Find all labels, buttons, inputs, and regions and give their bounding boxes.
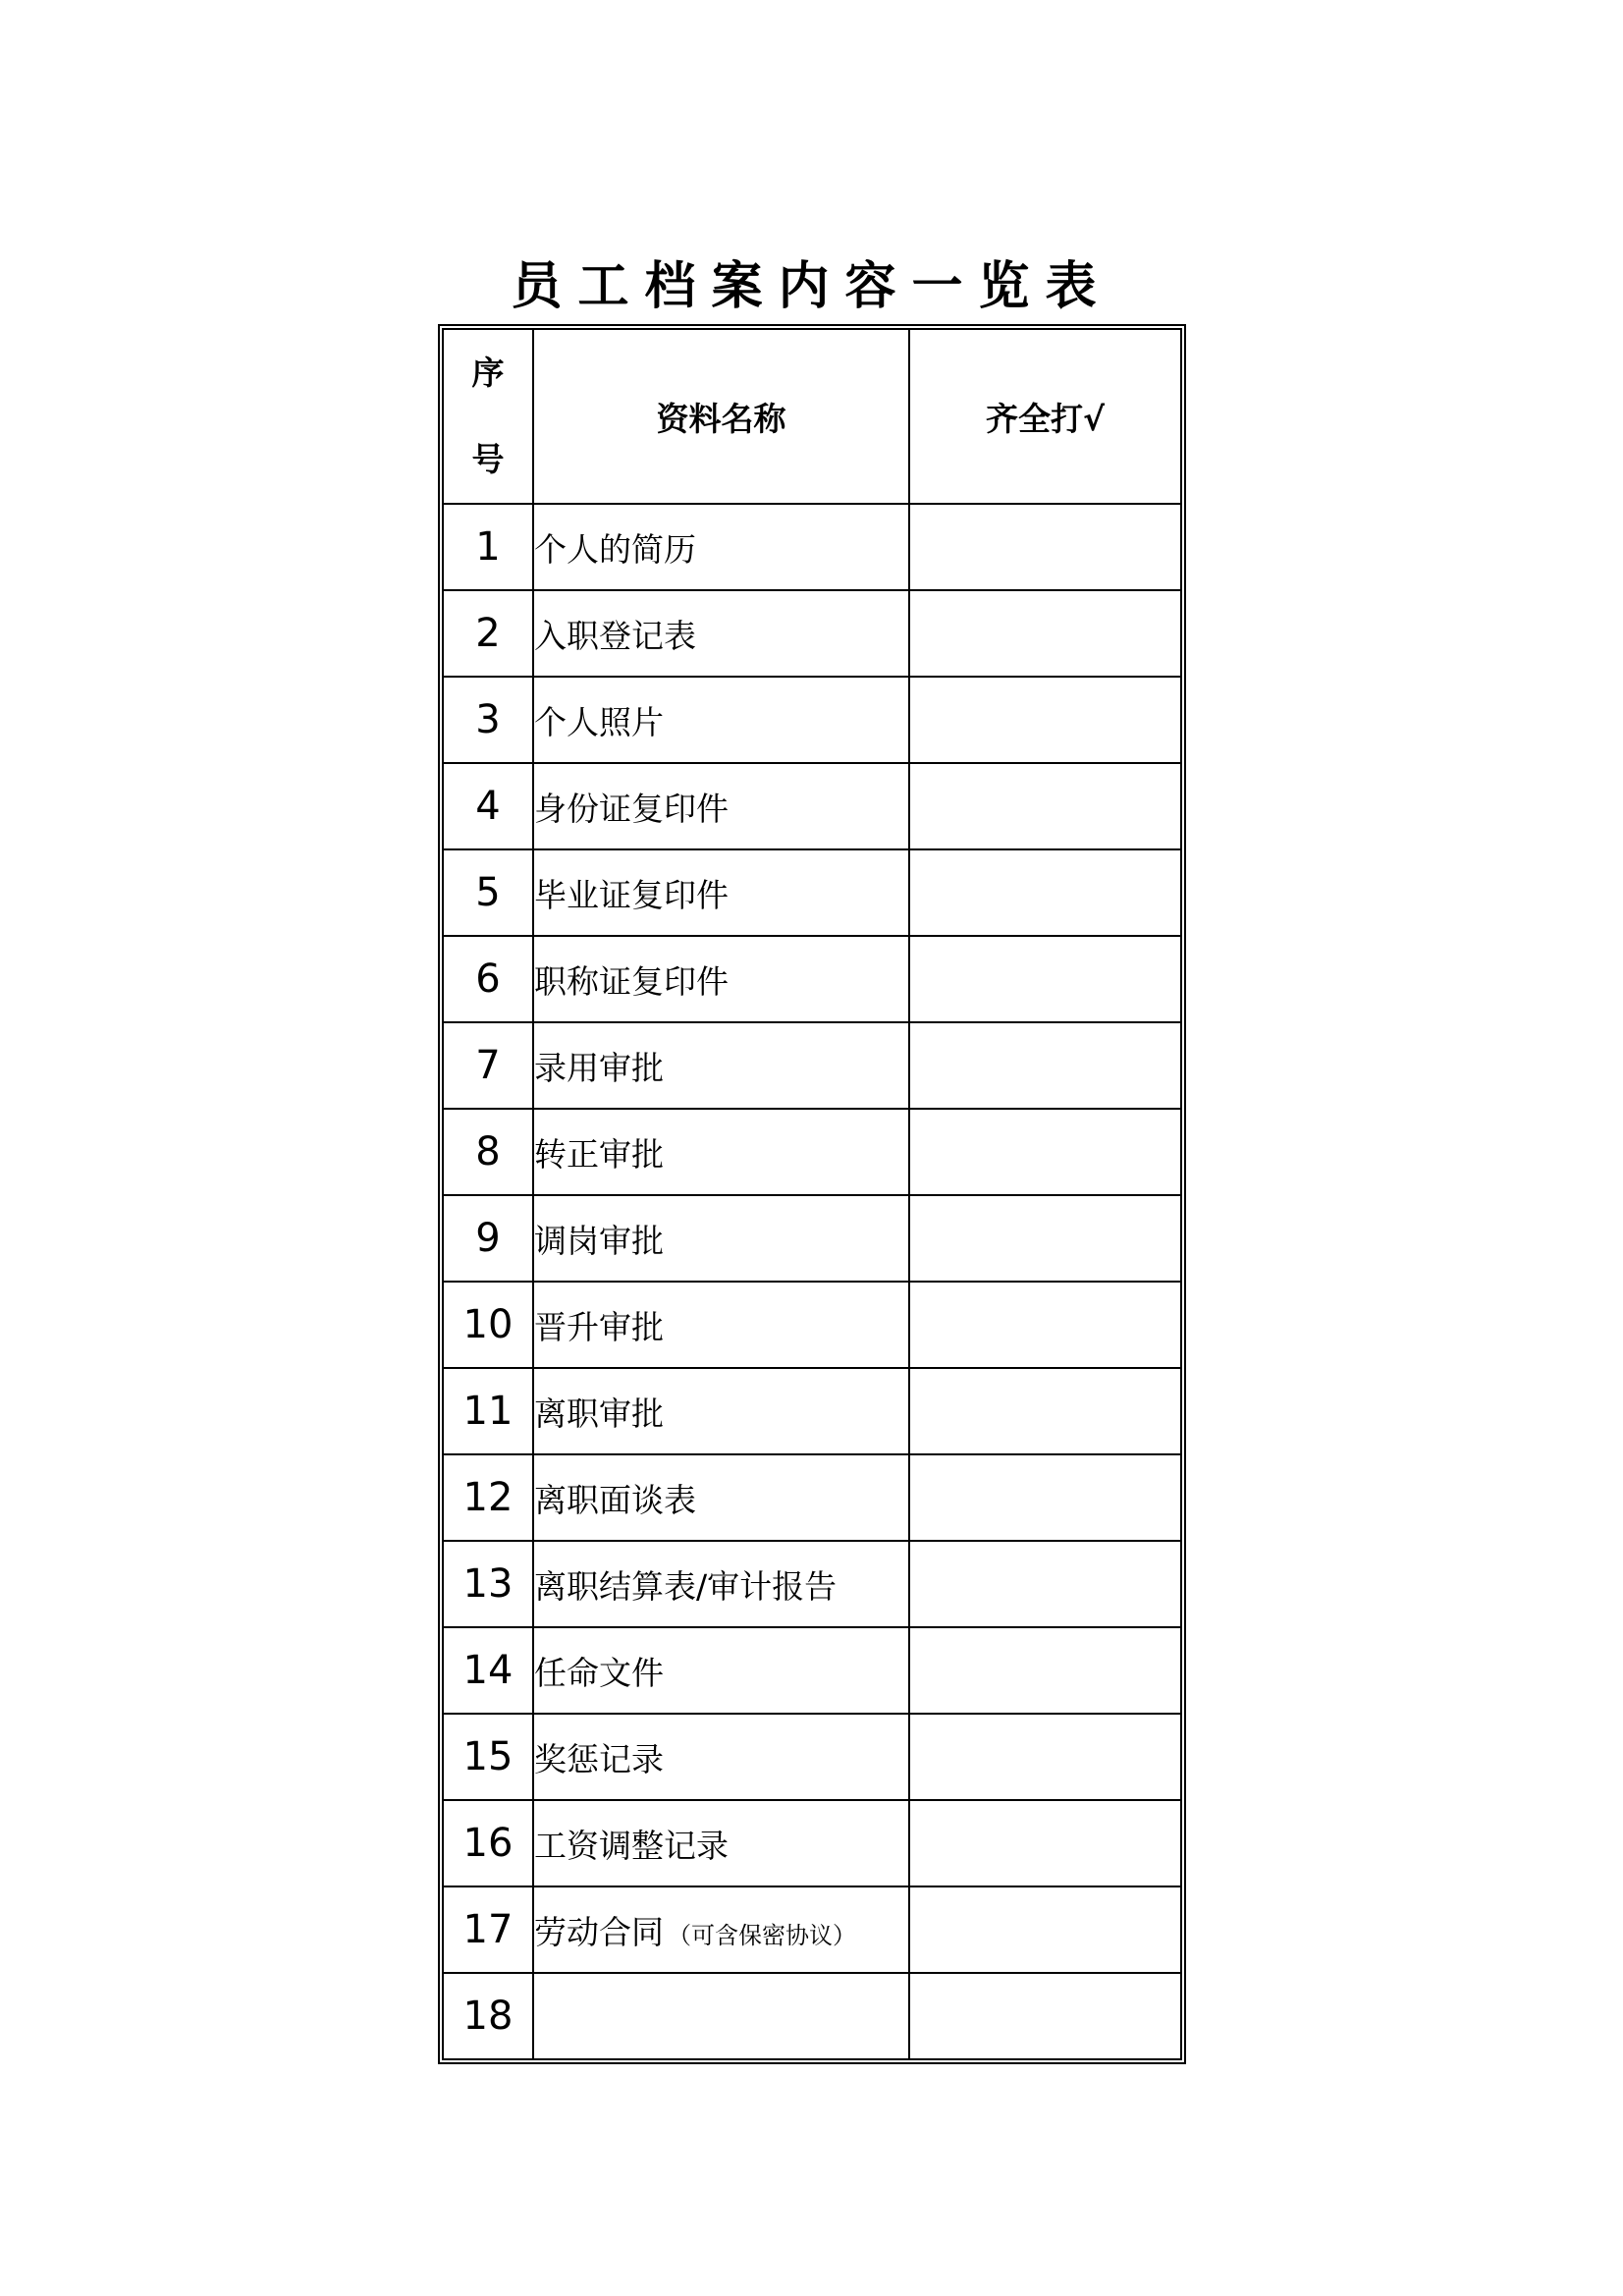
row-number: 2 bbox=[443, 590, 533, 677]
row-check-cell[interactable] bbox=[909, 1886, 1181, 1973]
table-row bbox=[443, 1541, 1181, 1627]
row-number: 6 bbox=[443, 936, 533, 1022]
row-document-name-cell bbox=[533, 1109, 909, 1195]
row-number: 16 bbox=[443, 1800, 533, 1886]
row-document-name-cell bbox=[533, 1368, 909, 1454]
row-check-cell[interactable] bbox=[909, 763, 1181, 849]
row-check-cell[interactable] bbox=[909, 1627, 1181, 1714]
row-number: 1 bbox=[443, 504, 533, 590]
row-number: 13 bbox=[443, 1541, 533, 1627]
row-document-name-cell bbox=[533, 936, 909, 1022]
row-check-cell[interactable] bbox=[909, 1282, 1181, 1368]
table-body bbox=[443, 504, 1181, 2059]
row-check-cell[interactable] bbox=[909, 677, 1181, 763]
table-row bbox=[443, 1627, 1181, 1714]
header-check: 齐全打√ bbox=[909, 329, 1181, 504]
row-number: 11 bbox=[443, 1368, 533, 1454]
header-name: 资料名称 bbox=[533, 329, 909, 504]
row-document-name: 录用审批 bbox=[534, 1048, 664, 1087]
row-document-name: 离职结算表/审计报告 bbox=[534, 1566, 838, 1606]
row-document-name-cell bbox=[533, 849, 909, 936]
table-row bbox=[443, 1195, 1181, 1282]
row-document-name-cell bbox=[533, 1541, 909, 1627]
row-document-name: 转正审批 bbox=[534, 1134, 664, 1174]
row-document-name-cell bbox=[533, 504, 909, 590]
row-document-name-cell bbox=[533, 1454, 909, 1541]
row-document-name-cell bbox=[533, 763, 909, 849]
row-document-name: 毕业证复印件 bbox=[534, 875, 729, 914]
table-row bbox=[443, 936, 1181, 1022]
row-document-name: 调岗审批 bbox=[534, 1221, 664, 1260]
row-document-name: 离职面谈表 bbox=[534, 1480, 696, 1519]
row-document-name-cell bbox=[533, 1627, 909, 1714]
row-document-name-cell bbox=[533, 1800, 909, 1886]
row-number: 3 bbox=[443, 677, 533, 763]
row-check-cell[interactable] bbox=[909, 1714, 1181, 1800]
row-number: 18 bbox=[443, 1973, 533, 2059]
row-number: 15 bbox=[443, 1714, 533, 1800]
table-row bbox=[443, 677, 1181, 763]
row-number: 12 bbox=[443, 1454, 533, 1541]
row-check-cell[interactable] bbox=[909, 1973, 1181, 2059]
header-seq-line1: 序 bbox=[471, 354, 505, 392]
row-document-name: 入职登记表 bbox=[534, 616, 696, 655]
table-row bbox=[443, 1714, 1181, 1800]
checklist-table-frame bbox=[438, 324, 1186, 2064]
table-row bbox=[443, 1886, 1181, 1973]
row-document-name: 工资调整记录 bbox=[534, 1826, 729, 1865]
row-document-name: 个人的简历 bbox=[534, 529, 696, 569]
row-check-cell[interactable] bbox=[909, 504, 1181, 590]
row-check-cell[interactable] bbox=[909, 936, 1181, 1022]
header-seq bbox=[443, 329, 533, 504]
row-document-name: 职称证复印件 bbox=[534, 961, 729, 1001]
row-number: 9 bbox=[443, 1195, 533, 1282]
row-check-cell[interactable] bbox=[909, 1109, 1181, 1195]
row-number: 14 bbox=[443, 1627, 533, 1714]
row-document-note: （可含保密协议） bbox=[668, 1921, 856, 1949]
table-row bbox=[443, 1282, 1181, 1368]
row-document-name: 任命文件 bbox=[534, 1653, 664, 1692]
row-number: 17 bbox=[443, 1886, 533, 1973]
row-number: 5 bbox=[443, 849, 533, 936]
table-row bbox=[443, 1973, 1181, 2059]
row-document-name-cell bbox=[533, 1195, 909, 1282]
row-check-cell[interactable] bbox=[909, 1800, 1181, 1886]
table-row bbox=[443, 1800, 1181, 1886]
page-title: 员工档案内容一览表 bbox=[511, 256, 1112, 316]
row-check-cell[interactable] bbox=[909, 1541, 1181, 1627]
row-check-cell[interactable] bbox=[909, 1195, 1181, 1282]
row-document-name-cell bbox=[533, 1973, 909, 2059]
row-number: 4 bbox=[443, 763, 533, 849]
row-check-cell[interactable] bbox=[909, 590, 1181, 677]
row-number: 8 bbox=[443, 1109, 533, 1195]
header-seq-line2: 号 bbox=[471, 440, 505, 478]
row-document-name: 身份证复印件 bbox=[534, 789, 729, 828]
table-row bbox=[443, 849, 1181, 936]
row-check-cell[interactable] bbox=[909, 1022, 1181, 1109]
row-check-cell[interactable] bbox=[909, 849, 1181, 936]
table-row bbox=[443, 1022, 1181, 1109]
row-document-name-cell bbox=[533, 1022, 909, 1109]
table-row bbox=[443, 1109, 1181, 1195]
table-row bbox=[443, 504, 1181, 590]
row-check-cell[interactable] bbox=[909, 1454, 1181, 1541]
table-row bbox=[443, 1368, 1181, 1454]
row-document-name-cell bbox=[533, 677, 909, 763]
row-document-name: 离职审批 bbox=[534, 1394, 664, 1433]
row-check-cell[interactable] bbox=[909, 1368, 1181, 1454]
table-row bbox=[443, 763, 1181, 849]
row-document-name-cell bbox=[533, 1886, 909, 1973]
table-row bbox=[443, 1454, 1181, 1541]
row-document-name-cell bbox=[533, 1714, 909, 1800]
table-row bbox=[443, 590, 1181, 677]
row-document-name-cell bbox=[533, 590, 909, 677]
row-document-name: 奖惩记录 bbox=[534, 1739, 664, 1778]
header-row bbox=[443, 329, 1181, 504]
row-document-name: 晋升审批 bbox=[534, 1307, 664, 1346]
row-document-name: 劳动合同 bbox=[534, 1912, 664, 1951]
row-document-name: 个人照片 bbox=[534, 702, 664, 741]
row-number: 10 bbox=[443, 1282, 533, 1368]
table-header bbox=[443, 329, 1181, 504]
checklist-table bbox=[442, 328, 1182, 2060]
row-number: 7 bbox=[443, 1022, 533, 1109]
row-document-name-cell bbox=[533, 1282, 909, 1368]
